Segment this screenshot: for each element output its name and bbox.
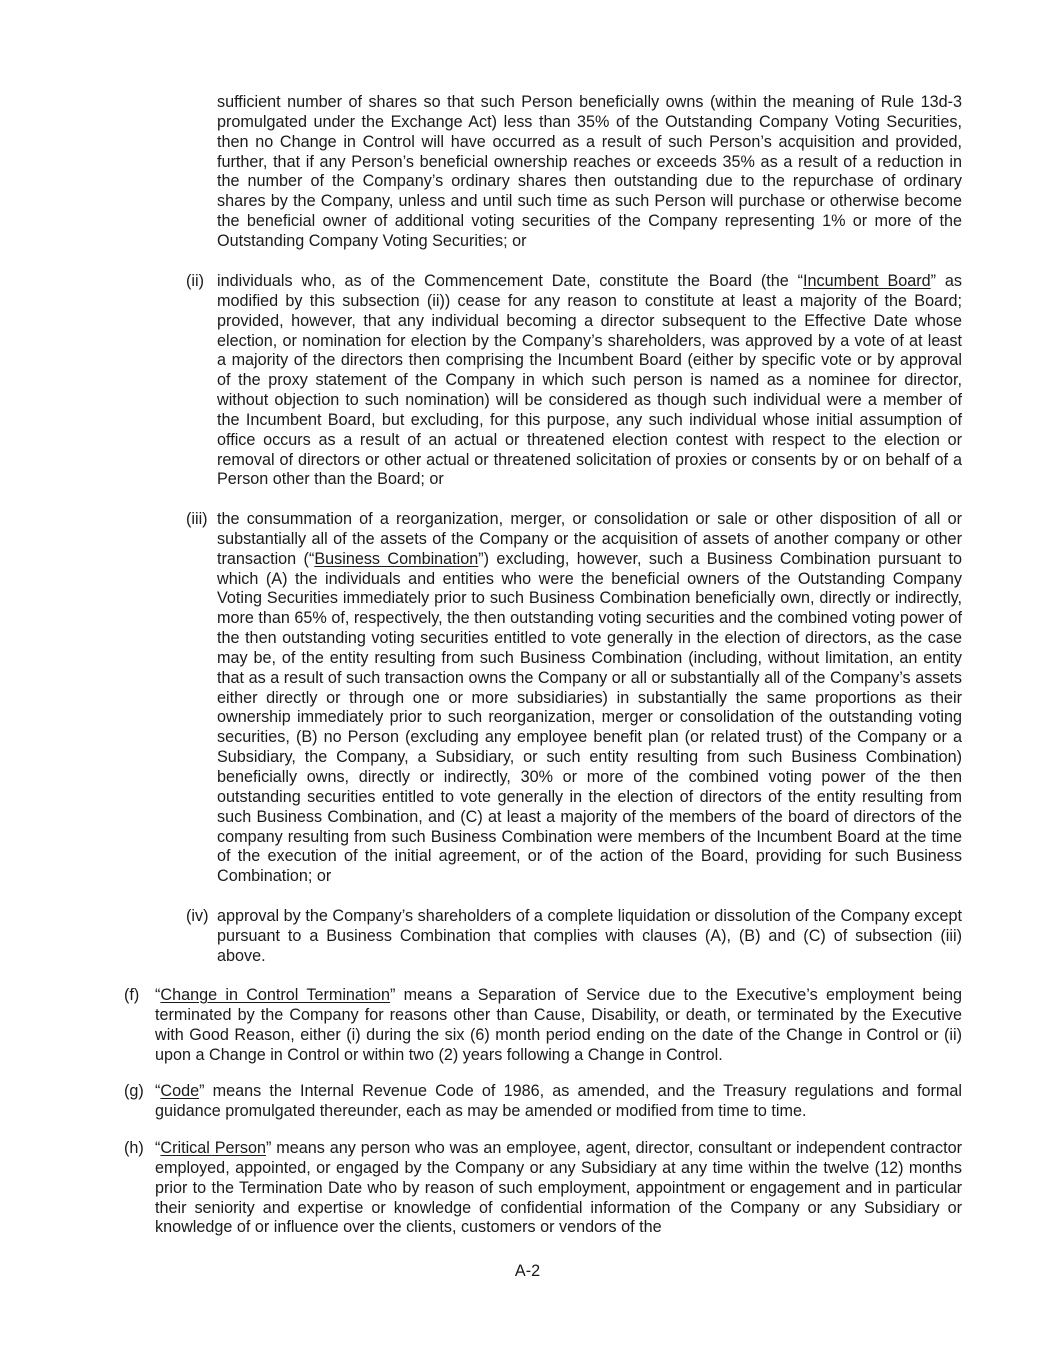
subsection-text: the consummation of a reorganization, merger, or consolidation or sale or other disposition of all or substantially all of the assets of the Company or the acquisition of assets of another company or other transaction (“Business Combination”) excluding, however, such a Business Combination pursuant to which (A) the individuals and entities who were the beneficial owners of the Outstanding Company Voting Securities immediately prior to such Business Combination beneficially own, directly or indirectly, more than 65% of, respectively, the then outstanding voting securities and the combined voting power of the then outstanding voting securities entitled to vote generally in the election of directors, as the case may be, of the entity resulting from such Business Combination (including, without limitation, an entity that as a result of such transaction owns the Company or all or substantially all of the Company’s assets either directly or through one or more subsidiaries) in substantially the same proportions as their ownership immediately prior to such reorganization, merger or consolidation of the outstanding voting securities, (B) no Person (excluding any employee benefit plan (or related trust) of the Company or a Subsidiary, the Company, a Subsidiary, or such entity resulting from such Business Combination) beneficially owns, directly or indirectly, 30% or more of the combined voting power of the then outstanding securities entitled to vote generally in the election of directors of the entity resulting from such Business Combination, and (C) at least a majority of the members of the board of directors of the company resulting from such Business Combination were members of the Incumbent Board at the time of the execution of the initial agreement, or of the action of the Board, providing for such Business Combination; or — [217, 510, 962, 886]
definition-text: “Code” means the Internal Revenue Code of 1986, as amended, and the Treasury regulations and formal guidance promulgated thereunder, each as may be amended or modified from time to time. — [155, 1082, 962, 1120]
definition-label: (h) — [124, 1139, 144, 1157]
definition-text: “Critical Person” means any person who was an employee, agent, director, consultant or independent contractor employed, appointed, or engaged by the Company or any Subsidiary at any time within the twelve (12) months prior to the Termination Date who by reason of such employment, appointment or engagement and in particular their seniority and expertise or knowledge of confidential information of the Company or any Subsidiary or knowledge of or influence over the clients, customers or vendors of the — [155, 1139, 962, 1237]
continuation-paragraph: sufficient number of shares so that such Person beneficially owns (within the meaning of Rule 13d-3 promulgated under the Exchange Act) less than 35% of the Outstanding Company Voting Securities, then no Change in Control will have occurred as a result of such Person’s acquisition and provided, further, that if any Person’s beneficial ownership reaches or exceeds 35% as a result of a reduction in the number of the Company’s ordinary shares then outstanding due to the repurchase of ordinary shares by the Company, unless and until such time as such Person will purchase or otherwise become the beneficial owner of additional voting securities of the Company representing 1% or more of the Outstanding Company Voting Securities; or — [217, 93, 962, 250]
subsection-label: (ii) — [186, 272, 204, 290]
definition-text: “Change in Control Termination” means a Separation of Service due to the Executive’s employment being terminated by the Company for reasons other than Cause, Disability, or death, or terminated by the Executive with Good Reason, either (i) during the six (6) month period ending on the date of the Change in Control or (ii) upon a Change in Control or within two (2) years following a Change in Control. — [155, 986, 962, 1064]
definition-label: (g) — [124, 1082, 144, 1100]
defined-term-change-in-control-termination: Change in Control Termination — [160, 986, 391, 1004]
definition-label: (f) — [124, 986, 140, 1004]
definition-h — [124, 1139, 962, 1238]
subsection-ii — [186, 272, 962, 490]
subsection-iv — [186, 907, 962, 967]
definition-g — [124, 1082, 962, 1122]
page-number: A-2 — [514, 1262, 541, 1280]
defined-term-critical-person: Critical Person — [160, 1139, 267, 1157]
defined-term-business-combination: Business Combination — [314, 549, 479, 568]
defined-term-incumbent-board: Incumbent Board — [803, 272, 931, 290]
subsection-text: approval by the Company’s shareholders of a complete liquidation or dissolution of the Company except pursuant to a Business Combination that complies with clauses (A), (B) and (C) of subsection (iii) above. — [217, 907, 962, 965]
subsection-text: individuals who, as of the Commencement Date, constitute the Board (the “Incumbent Board” as modified by this subsection (ii)) cease for any reason to constitute at least a majority of the Board; provided, however, that any individual becoming a director subsequent to the Effective Date whose election, or nomination for election by the Company’s shareholders, was approved by a vote of at least a majority of the directors then comprising the Incumbent Board (either by specific vote or by approval of the proxy statement of the Company in which such person is named as a nominee for director, without objection to such nomination) will be considered as though such individual were a member of the Incumbent Board, but excluding, for this purpose, any such individual whose initial assumption of office occurs as a result of an actual or threatened election contest with respect to the election or removal of directors or other actual or threatened solicitation of proxies or consents by or on behalf of a Person other than the Board; or — [217, 272, 962, 489]
subsection-label: (iii) — [186, 510, 208, 528]
subsection-iii — [186, 510, 962, 887]
defined-term-code: Code — [160, 1082, 200, 1100]
subsection-label: (iv) — [186, 907, 209, 925]
definition-f — [124, 986, 962, 1065]
